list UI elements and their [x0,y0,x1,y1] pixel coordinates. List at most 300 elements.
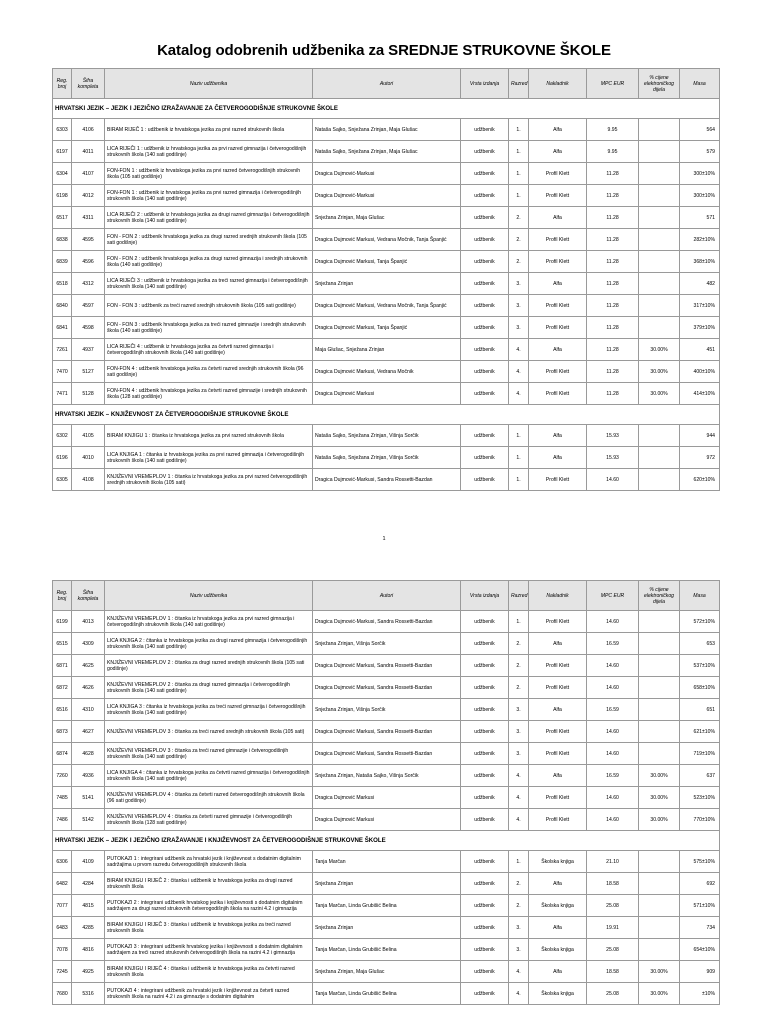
cell-masa: 282±10% [680,229,720,251]
cell-vrsta-izdanja: udžbenik [461,339,509,361]
cell-autori: Dragica Dujmović Markusi, Vedrana Močnik, Tanja Španjić [313,295,461,317]
cell-sifra-kompleta: 4107 [72,163,105,185]
cell-nakladnik: Školska knjiga [529,895,587,917]
cell-reg-broj: 6873 [53,721,72,743]
table-row [53,961,720,983]
catalog-table [52,580,720,1005]
table-row [53,633,720,655]
header-autori: Autori [313,69,461,99]
cell-mpc-eur: 15.93 [587,425,639,447]
header-postotak-elektronickog: % cijene elektroničkog dijela [639,69,680,99]
cell-vrsta-izdanja: udžbenik [461,677,509,699]
cell-postotak-elektronickog: 30.00% [639,383,680,405]
header-autori: Autori [313,581,461,611]
cell-vrsta-izdanja: udžbenik [461,317,509,339]
cell-nakladnik: Profil Klett [529,809,587,831]
cell-nakladnik: Školska knjiga [529,939,587,961]
cell-mpc-eur: 14.60 [587,721,639,743]
cell-postotak-elektronickog [639,655,680,677]
header-mpc-eur: MPC EUR [587,69,639,99]
cell-razred: 1. [509,447,529,469]
cell-masa: 564 [680,119,720,141]
page-title: Katalog odobrenih udžbenika za SREDNJE STRUKOVNE ŠKOLE [157,42,611,59]
cell-autori: Nataša Sajko, Snježana Zrinjan, Maja Glušac [313,141,461,163]
header-vrsta-izdanja: Vrsta izdanja [461,69,509,99]
cell-autori: Dragica Dujmović Markusi, Sandra Rossetti-Bazdan [313,743,461,765]
cell-autori: Dragica Dujmović-Markusi, Sandra Rossetti-Bazdan [313,611,461,633]
cell-postotak-elektronickog: 30.00% [639,787,680,809]
cell-nakladnik: Profil Klett [529,163,587,185]
cell-razred: 2. [509,207,529,229]
cell-masa: 654±10% [680,939,720,961]
cell-masa: 300±10% [680,163,720,185]
cell-reg-broj: 7470 [53,361,72,383]
cell-masa: 651 [680,699,720,721]
table-row [53,229,720,251]
cell-nakladnik: Profil Klett [529,611,587,633]
table-row [53,141,720,163]
cell-postotak-elektronickog [639,677,680,699]
cell-autori: Tanja Marčan, Linda Grubišić Belina [313,939,461,961]
cell-sifra-kompleta: 4925 [72,961,105,983]
cell-masa: 692 [680,873,720,895]
cell-mpc-eur: 11.28 [587,295,639,317]
cell-razred: 1. [509,163,529,185]
table-row [53,469,720,491]
cell-vrsta-izdanja: udžbenik [461,983,509,1005]
cell-naziv-udzbenika: KNJIŽEVNI VREMEPLOV 2 : čitanka za drugi razred srednjih strukovnih škola (105 sati godišnje) [105,655,313,677]
table-row [53,163,720,185]
cell-postotak-elektronickog [639,141,680,163]
cell-vrsta-izdanja: udžbenik [461,743,509,765]
cell-sifra-kompleta: 4105 [72,425,105,447]
cell-naziv-udzbenika: FON - FON 2 : udžbenik hrvatskoga jezika za drugi razred srednjih strukovnih škola (105 sati godišnje) [105,229,313,251]
cell-razred: 3. [509,939,529,961]
cell-nakladnik: Alfa [529,873,587,895]
cell-masa: 451 [680,339,720,361]
cell-nakladnik: Alfa [529,207,587,229]
cell-sifra-kompleta: 4012 [72,185,105,207]
cell-postotak-elektronickog [639,873,680,895]
cell-postotak-elektronickog [639,295,680,317]
table-row [53,917,720,939]
cell-masa: 572±10% [680,611,720,633]
cell-mpc-eur: 14.60 [587,611,639,633]
cell-nakladnik: Profil Klett [529,787,587,809]
cell-mpc-eur: 11.28 [587,361,639,383]
cell-nakladnik: Alfa [529,119,587,141]
cell-postotak-elektronickog [639,447,680,469]
table-row [53,425,720,447]
cell-reg-broj: 6196 [53,447,72,469]
cell-masa: 621±10% [680,721,720,743]
cell-nakladnik: Profil Klett [529,185,587,207]
cell-mpc-eur: 11.28 [587,273,639,295]
cell-mpc-eur: 18.58 [587,961,639,983]
cell-mpc-eur: 14.60 [587,743,639,765]
cell-postotak-elektronickog: 30.00% [639,961,680,983]
cell-mpc-eur: 11.28 [587,163,639,185]
cell-nakladnik: Profil Klett [529,721,587,743]
cell-vrsta-izdanja: udžbenik [461,361,509,383]
cell-sifra-kompleta: 4011 [72,141,105,163]
cell-mpc-eur: 11.28 [587,317,639,339]
cell-sifra-kompleta: 5127 [72,361,105,383]
cell-naziv-udzbenika: KNJIŽEVNI VREMEPLOV 3 : čitanka za treći razred gimnazije i četverogodišnjih strukovnih škola (140 sati godišnje) [105,743,313,765]
cell-autori: Dragica Dujmović Markusi, Sandra Rossetti-Bazdan [313,721,461,743]
cell-postotak-elektronickog: 30.00% [639,339,680,361]
cell-nakladnik: Alfa [529,339,587,361]
cell-reg-broj: 6304 [53,163,72,185]
section-heading-row [53,405,720,425]
cell-vrsta-izdanja: udžbenik [461,699,509,721]
header-masa: Masa [680,581,720,611]
cell-naziv-udzbenika: PUTOKAZI 1 : integrirani udžbenik za hrvatski jezik i književnost s dodatnim digitalnim sadržajima u prvom razredu četverogodišnjih strukovnih škola [105,851,313,873]
cell-sifra-kompleta: 4816 [72,939,105,961]
cell-naziv-udzbenika: BIRAM KNJIGU I RIJEČ 2 : čitanka i udžbenik iz hrvatskoga jezika za drugi razred strukovnih škola [105,873,313,895]
cell-mpc-eur: 11.28 [587,339,639,361]
cell-reg-broj: 6306 [53,851,72,873]
cell-naziv-udzbenika: LICA RIJEČI 2 : udžbenik iz hrvatskoga jezika za drugi razred gimnazija i četverogodišnjih strukovnih škola (140 sati godišnje) [105,207,313,229]
cell-masa: 637 [680,765,720,787]
cell-razred: 4. [509,765,529,787]
cell-sifra-kompleta: 4010 [72,447,105,469]
cell-autori: Snježana Zrinjan, Višnja Sorčik [313,699,461,721]
cell-naziv-udzbenika: KNJIŽEVNI VREMEPLOV 2 : čitanka za drugi razred gimnazija i četverogodišnjih strukovnih škola (140 sati godišnje) [105,677,313,699]
header-naziv-udzbenika: Naziv udžbenika [105,581,313,611]
header-reg-broj: Reg. broj [53,69,72,99]
cell-autori: Dragica Dujmović Markusi, Tanja Španjić [313,251,461,273]
cell-naziv-udzbenika: FON-FON 4 : udžbenik hrvatskoga jezika za četvrti razred srednjih strukovnih škola (96 sati godišnje) [105,361,313,383]
cell-autori: Snježana Zrinjan [313,873,461,895]
cell-masa: 571±10% [680,895,720,917]
cell-autori: Nataša Sajko, Snježana Zrinjan, Višnja Sorčik [313,447,461,469]
cell-mpc-eur: 11.28 [587,251,639,273]
table-row [53,273,720,295]
cell-postotak-elektronickog [639,229,680,251]
cell-sifra-kompleta: 4284 [72,873,105,895]
cell-mpc-eur: 14.60 [587,809,639,831]
cell-razred: 2. [509,895,529,917]
cell-mpc-eur: 9.95 [587,141,639,163]
cell-vrsta-izdanja: udžbenik [461,809,509,831]
cell-masa: 653 [680,633,720,655]
cell-nakladnik: Profil Klett [529,655,587,677]
cell-naziv-udzbenika: LICA KNJIGA 1 : čitanka iz hrvatskoga jezika za prvi razred gimnazija i četverogodišnjih strukovnih škola (140 sati godišnje) [105,447,313,469]
cell-naziv-udzbenika: LICA KNJIGA 3 : čitanka iz hrvatskoga jezika za treći razred gimnazija i četverogodišnjih strukovnih škola (140 sati godišnje) [105,699,313,721]
cell-razred: 4. [509,787,529,809]
cell-razred: 2. [509,873,529,895]
table-row [53,207,720,229]
cell-naziv-udzbenika: LICA RIJEČI 3 : udžbenik iz hrvatskoga jezika za treći razred gimnazija i četverogodišnjih strukovnih škola (140 sati godišnje) [105,273,313,295]
cell-vrsta-izdanja: udžbenik [461,469,509,491]
cell-razred: 1. [509,469,529,491]
cell-reg-broj: 6872 [53,677,72,699]
cell-nakladnik: Alfa [529,141,587,163]
cell-razred: 3. [509,917,529,939]
cell-mpc-eur: 18.58 [587,873,639,895]
cell-vrsta-izdanja: udžbenik [461,917,509,939]
cell-masa: 368±10% [680,251,720,273]
cell-postotak-elektronickog: 30.00% [639,983,680,1005]
cell-naziv-udzbenika: BIRAM KNJIGU I RIJEČ 4 : čitanka i udžbenik iz hrvatskoga jezika za četvrti razred strukovnih škola [105,961,313,983]
cell-reg-broj: 7486 [53,809,72,831]
cell-naziv-udzbenika: FON - FON 3 : udžbenik hrvatskoga jezika za treći razred gimnazije i srednjih strukovnih škola (140 sati godišnje) [105,317,313,339]
cell-reg-broj: 6516 [53,699,72,721]
cell-masa: 537±10% [680,655,720,677]
cell-reg-broj: 6874 [53,743,72,765]
table-row [53,765,720,787]
cell-vrsta-izdanja: udžbenik [461,383,509,405]
cell-reg-broj: 6199 [53,611,72,633]
cell-reg-broj: 6518 [53,273,72,295]
cell-autori: Maja Glušac, Snježana Zrinjan [313,339,461,361]
cell-sifra-kompleta: 4597 [72,295,105,317]
cell-nakladnik: Alfa [529,425,587,447]
cell-masa: 719±10% [680,743,720,765]
cell-masa: 620±10% [680,469,720,491]
header-razred: Razred [509,581,529,611]
cell-reg-broj: 7078 [53,939,72,961]
cell-reg-broj: 6482 [53,873,72,895]
cell-reg-broj: 6839 [53,251,72,273]
table-row [53,383,720,405]
cell-autori: Dragica Dujmović Markusi [313,809,461,831]
cell-reg-broj: 6305 [53,469,72,491]
cell-vrsta-izdanja: udžbenik [461,447,509,469]
cell-reg-broj: 6302 [53,425,72,447]
cell-postotak-elektronickog [639,119,680,141]
section-heading: HRVATSKI JEZIK – KNJIŽEVNOST ZA ČETVEROGODIŠNJE STRUKOVNE ŠKOLE [53,405,720,425]
cell-razred: 4. [509,983,529,1005]
cell-sifra-kompleta: 4936 [72,765,105,787]
section-heading: HRVATSKI JEZIK – JEZIK I JEZIČNO IZRAŽAVANJE I KNJIŽEVNOST ZA ČETVEROGODIŠNJE STRUKOVNE ŠKOLE [53,831,720,851]
table-row [53,895,720,917]
section-heading-row [53,831,720,851]
table-row [53,873,720,895]
cell-nakladnik: Alfa [529,273,587,295]
cell-vrsta-izdanja: udžbenik [461,765,509,787]
catalog-page-1 [52,68,719,491]
table-row [53,677,720,699]
cell-autori: Dragica Dujmović-Markusi, Sandra Rossetti-Bazdan [313,469,461,491]
cell-mpc-eur: 25.08 [587,939,639,961]
table-row [53,983,720,1005]
table-row [53,185,720,207]
cell-nakladnik: Alfa [529,699,587,721]
cell-naziv-udzbenika: PUTOKAZI 3 : integrirani udžbenik hrvatskog jezika i književnosti s dodatnim digitalnim sadržajem za treći razred strukovnih četverogodišnjih škola na razini 4.2 i gimnazija [105,939,313,961]
cell-razred: 4. [509,809,529,831]
header-nakladnik: Nakladnik [529,69,587,99]
cell-razred: 3. [509,699,529,721]
cell-mpc-eur: 11.28 [587,383,639,405]
cell-razred: 4. [509,361,529,383]
cell-naziv-udzbenika: FON-FON 1 : udžbenik iz hrvatskoga jezika za prvi razred četverogodišnjih strukovnih škola (105 sati godišnje) [105,163,313,185]
cell-razred: 2. [509,677,529,699]
cell-autori: Dragica Dujmović-Markusi [313,185,461,207]
cell-autori: Nataša Sajko, Snježana Zrinjan, Maja Glušac [313,119,461,141]
cell-reg-broj: 6483 [53,917,72,939]
cell-mpc-eur: 16.59 [587,633,639,655]
cell-razred: 2. [509,251,529,273]
cell-mpc-eur: 25.08 [587,983,639,1005]
cell-mpc-eur: 21.10 [587,851,639,873]
cell-vrsta-izdanja: udžbenik [461,873,509,895]
cell-naziv-udzbenika: KNJIŽEVNI VREMEPLOV 4 : čitanka za četvrti razred četverogodišnjih strukovnih škola (96 sati godišnje) [105,787,313,809]
cell-sifra-kompleta: 4311 [72,207,105,229]
cell-naziv-udzbenika: KNJIŽEVNI VREMEPLOV 3 : čitanka za treći razred srednjih strukovnih škola (105 sati) [105,721,313,743]
cell-nakladnik: Alfa [529,917,587,939]
cell-mpc-eur: 14.60 [587,677,639,699]
cell-autori: Dragica Dujmović Markusi, Vedrana Močnik, Tanja Španjić [313,229,461,251]
cell-naziv-udzbenika: BIRAM RIJEČ 1 : udžbenik iz hrvatskoga jezika za prvi razred strukovnih škola [105,119,313,141]
cell-autori: Nataša Sajko, Snježana Zrinjan, Višnja Sorčik [313,425,461,447]
cell-sifra-kompleta: 4625 [72,655,105,677]
cell-nakladnik: Školska knjiga [529,851,587,873]
cell-mpc-eur: 9.95 [587,119,639,141]
header-masa: Masa [680,69,720,99]
cell-sifra-kompleta: 5141 [72,787,105,809]
cell-reg-broj: 6871 [53,655,72,677]
table-row [53,339,720,361]
cell-mpc-eur: 11.28 [587,207,639,229]
cell-autori: Dragica Dujmović Markusi, Tanja Španjić [313,317,461,339]
cell-razred: 3. [509,295,529,317]
cell-mpc-eur: 11.28 [587,229,639,251]
cell-reg-broj: 6841 [53,317,72,339]
cell-reg-broj: 7077 [53,895,72,917]
cell-razred: 1. [509,425,529,447]
cell-masa: 944 [680,425,720,447]
cell-reg-broj: 6515 [53,633,72,655]
cell-vrsta-izdanja: udžbenik [461,787,509,809]
cell-masa: 400±10% [680,361,720,383]
cell-autori: Dragica Dujmović Markusi, Sandra Rossetti-Bazdan [313,655,461,677]
cell-naziv-udzbenika: BIRAM KNJIGU I RIJEČ 3 : čitanka i udžbenik iz hrvatskoga jezika za treći razred strukovnih škola [105,917,313,939]
cell-postotak-elektronickog [639,611,680,633]
cell-sifra-kompleta: 4815 [72,895,105,917]
cell-razred: 3. [509,721,529,743]
cell-nakladnik: Alfa [529,765,587,787]
header-razred: Razred [509,69,529,99]
table-row [53,295,720,317]
table-header-row [53,69,720,99]
cell-vrsta-izdanja: udžbenik [461,939,509,961]
cell-naziv-udzbenika: LICA KNJIGA 2 : čitanka iz hrvatskoga jezika za drugi razred gimnazija i četverogodišnjih strukovnih škola (140 sati godišnje) [105,633,313,655]
cell-vrsta-izdanja: udžbenik [461,655,509,677]
section-heading-row [53,99,720,119]
catalog-page-2 [52,580,719,1005]
cell-reg-broj: 7245 [53,961,72,983]
cell-postotak-elektronickog [639,851,680,873]
cell-postotak-elektronickog [639,425,680,447]
cell-sifra-kompleta: 4310 [72,699,105,721]
cell-autori: Tanja Marčan, Linda Grubišić Belina [313,983,461,1005]
cell-nakladnik: Profil Klett [529,361,587,383]
cell-autori: Dragica Dujmović Markusi [313,383,461,405]
cell-masa: 317±10% [680,295,720,317]
cell-mpc-eur: 14.60 [587,655,639,677]
cell-naziv-udzbenika: LICA RIJEČI 4 : udžbenik iz hrvatskoga jezika za četvrti razred gimnazija i četverogodišnjih strukovnih škola (140 sati godišnje) [105,339,313,361]
cell-autori: Dragica Dujmović Markusi, Vedrana Močnik [313,361,461,383]
cell-naziv-udzbenika: FON - FON 3 : udžbenik za treći razred srednjih strukovnih škola (105 sati godišnje) [105,295,313,317]
cell-masa: ±10% [680,983,720,1005]
cell-postotak-elektronickog [639,317,680,339]
cell-sifra-kompleta: 4595 [72,229,105,251]
table-row [53,655,720,677]
cell-sifra-kompleta: 4285 [72,917,105,939]
cell-autori: Snježana Zrinjan [313,273,461,295]
cell-postotak-elektronickog [639,939,680,961]
cell-reg-broj: 6197 [53,141,72,163]
cell-razred: 3. [509,743,529,765]
cell-razred: 3. [509,273,529,295]
header-vrsta-izdanja: Vrsta izdanja [461,581,509,611]
cell-postotak-elektronickog [639,721,680,743]
cell-razred: 2. [509,655,529,677]
cell-postotak-elektronickog [639,699,680,721]
cell-naziv-udzbenika: KNJIŽEVNI VREMEPLOV 1 : čitanka iz hrvatskoga jezika za prvi razred četverogodišnjih srednjih strukovnih škola (105 sati) [105,469,313,491]
cell-sifra-kompleta: 4628 [72,743,105,765]
cell-postotak-elektronickog: 30.00% [639,765,680,787]
section-heading: HRVATSKI JEZIK – JEZIK I JEZIČNO IZRAŽAVANJE ZA ČETVEROGODIŠNJE STRUKOVNE ŠKOLE [53,99,720,119]
cell-vrsta-izdanja: udžbenik [461,633,509,655]
cell-nakladnik: Profil Klett [529,469,587,491]
cell-reg-broj: 7471 [53,383,72,405]
cell-autori: Tanja Marčan [313,851,461,873]
cell-autori: Snježana Zrinjan, Maja Glušac [313,207,461,229]
table-row [53,809,720,831]
table-row [53,611,720,633]
cell-mpc-eur: 11.28 [587,185,639,207]
cell-sifra-kompleta: 4596 [72,251,105,273]
cell-vrsta-izdanja: udžbenik [461,119,509,141]
cell-masa: 379±10% [680,317,720,339]
cell-postotak-elektronickog: 30.00% [639,361,680,383]
header-postotak-elektronickog: % cijene elektroničkog dijela [639,581,680,611]
cell-razred: 2. [509,229,529,251]
table-header-row [53,581,720,611]
cell-razred: 1. [509,141,529,163]
table-row [53,447,720,469]
table-row [53,851,720,873]
cell-reg-broj: 7485 [53,787,72,809]
header-mpc-eur: MPC EUR [587,581,639,611]
cell-vrsta-izdanja: udžbenik [461,895,509,917]
header-sifra-kompleta: Šifra kompleta [72,69,105,99]
cell-vrsta-izdanja: udžbenik [461,425,509,447]
cell-nakladnik: Alfa [529,633,587,655]
cell-vrsta-izdanja: udžbenik [461,295,509,317]
table-row [53,787,720,809]
cell-mpc-eur: 16.59 [587,765,639,787]
cell-razred: 1. [509,851,529,873]
table-row [53,721,720,743]
cell-autori: Tanja Marčan, Linda Grubišić Belina [313,895,461,917]
cell-vrsta-izdanja: udžbenik [461,721,509,743]
cell-naziv-udzbenika: BIRAM KNJIGU 1 : čitanka iz hrvatskoga jezika za prvi razred strukovnih škola [105,425,313,447]
cell-postotak-elektronickog [639,633,680,655]
cell-vrsta-izdanja: udžbenik [461,851,509,873]
cell-reg-broj: 6840 [53,295,72,317]
cell-mpc-eur: 14.60 [587,787,639,809]
cell-masa: 658±10% [680,677,720,699]
cell-naziv-udzbenika: FON - FON 2 : udžbenik hrvatskoga jezika za drugi razred gimnazija i srednjih strukovnih škola (140 sati godišnje) [105,251,313,273]
cell-sifra-kompleta: 4937 [72,339,105,361]
table-row [53,699,720,721]
cell-sifra-kompleta: 4312 [72,273,105,295]
cell-vrsta-izdanja: udžbenik [461,273,509,295]
